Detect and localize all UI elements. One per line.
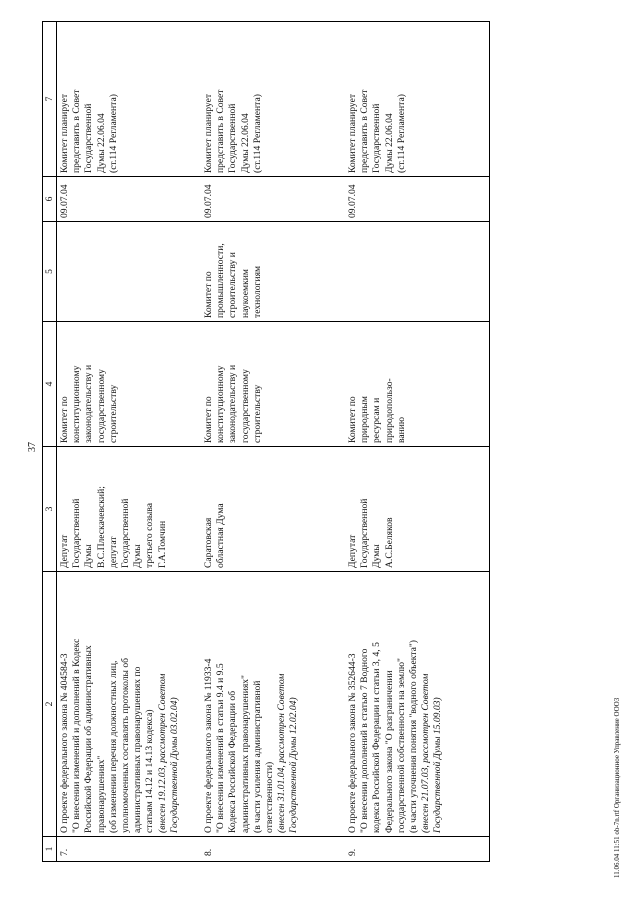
bill-author-line: Депутат — [347, 534, 358, 568]
footer-stamp: 11.06.04 11:51 ob-7n.rtf Организационное Управление ООО3 — [613, 697, 621, 878]
bill-title-line: кодекса Российской Федерации и статьи 3, 4, 5 — [371, 642, 383, 833]
deadline-date-cell: 09.07.04 — [57, 177, 202, 222]
co-committee-line: технологиям — [251, 265, 263, 318]
bill-author-line: Думы — [132, 544, 144, 568]
row-number-cell: 7. — [57, 837, 202, 862]
co-committee-cell — [57, 222, 202, 322]
responsible-committee-line: Комитет по — [347, 396, 358, 443]
note-line: Думы 22.06.04 — [383, 113, 395, 173]
header-row — [43, 22, 57, 862]
bill-author-line: А.С.Беляков — [383, 517, 395, 568]
responsible-committee-line: конституционному — [71, 365, 83, 443]
note-line: (ст.114 Регламента) — [395, 94, 407, 173]
bill-title-line: административных правонарушениях" — [239, 675, 251, 833]
column-header: 4 — [43, 322, 57, 447]
note-line: Государственной — [227, 103, 239, 173]
responsible-committee-line: конституционному — [215, 365, 227, 443]
bill-title-line: уполномоченных составлять протоколы об — [120, 657, 132, 833]
bill-title-line: (об изменении перечня должностных лиц, — [107, 660, 119, 833]
note-line: Комитет планирует — [347, 93, 358, 173]
bill-title-line: Федерального закона "О разграничении — [383, 670, 395, 833]
note-line: (ст.114 Регламента) — [251, 94, 263, 173]
note-line: представить в Совет — [359, 89, 371, 173]
note-line: Думы 22.06.04 — [239, 113, 251, 173]
bill-title-line: правонарушениях" — [95, 755, 107, 833]
responsible-committee-line: государственному — [239, 369, 251, 443]
responsible-committee-line: природопользо- — [383, 378, 395, 443]
note-line: представить в Совет — [71, 89, 83, 173]
bill-author-line: депутат — [107, 536, 119, 568]
column-header: 2 — [43, 572, 57, 837]
responsible-committee-line: Комитет по — [203, 396, 214, 443]
bill-author-line: третьего созыва — [144, 502, 156, 568]
bill-title-line: "О внесении изменений и дополнений в Кодекс — [71, 638, 83, 833]
co-committee-cell — [201, 222, 345, 322]
bill-title-line: Кодекса Российской Федерации об — [227, 690, 239, 833]
bill-author-cell — [57, 447, 202, 572]
co-committee-cell — [345, 222, 490, 322]
column-header: 6 — [43, 177, 57, 222]
column-header: 5 — [43, 222, 57, 322]
bill-title-line: (в части усиления административной — [251, 680, 263, 833]
bill-title-line: О проекте федерального закона № 404584-3 — [59, 653, 70, 833]
responsible-committee-line: строительству — [107, 384, 119, 443]
bill-title-line: (в части уточнения понятия "водного объекта") — [408, 640, 420, 833]
bill-title-line: статьям 14.12 и 14.13 кодекса) — [144, 709, 156, 833]
deadline-date-cell: 09.07.04 — [345, 177, 490, 222]
bill-title-line: О проекте федерального закона № 11933-4 — [203, 658, 214, 833]
responsible-committee-line: законодательству и — [227, 364, 239, 443]
bill-title-cell — [57, 572, 202, 837]
bill-author-line: Государственной — [71, 498, 83, 568]
note-line: Государственной — [371, 103, 383, 173]
note-line: Комитет планирует — [203, 93, 214, 173]
bill-status-line: (внесен 31.01.04, рассмотрен Советом — [276, 673, 288, 833]
bill-title-line: "О внесении дополнений в статью 7 Водного — [359, 648, 371, 833]
responsible-committee-line: Комитет по — [59, 396, 70, 443]
responsible-committee-line: государственному — [95, 369, 107, 443]
bill-author-line: Думы — [83, 544, 95, 568]
responsible-committee-line: природным — [359, 396, 371, 443]
bill-status-line: Государственной Думы 03.02.04) — [168, 697, 180, 833]
responsible-committee-line: ванию — [395, 416, 407, 443]
table-row — [201, 22, 345, 862]
bill-author-line: Г.А.Томчин — [156, 520, 168, 568]
bill-author-line: областная Дума — [215, 503, 227, 568]
column-header: 7 — [43, 22, 57, 177]
bill-title-cell — [345, 572, 490, 837]
bill-author-cell — [201, 447, 345, 572]
responsible-committee-cell — [201, 322, 345, 447]
bill-status-line: (внесен 19.12.03, рассмотрен Советом — [156, 673, 168, 833]
bill-title-line: О проекте федерального закона № 352644-3 — [347, 653, 358, 833]
responsible-committee-line: законодательству и — [83, 364, 95, 443]
note-line: Комитет планирует — [59, 93, 70, 173]
bills-table — [42, 21, 490, 862]
responsible-committee-line: строительству — [251, 384, 263, 443]
bill-author-line: Государственной — [359, 498, 371, 568]
deadline-date-cell: 09.07.04 — [201, 177, 345, 222]
bill-title-line: Российской Федерации об административных — [83, 645, 95, 833]
responsible-committee-cell — [345, 322, 490, 447]
co-committee-line: Комитет по — [203, 271, 214, 318]
co-committee-line: наукоемким — [239, 269, 251, 318]
responsible-committee-line: ресурсам и — [371, 397, 383, 443]
bill-title-line: государственной собственности на землю" — [395, 658, 407, 833]
note-line: Государственной — [83, 103, 95, 173]
bill-status-line: (внесен 21.07.03, рассмотрен Советом — [420, 673, 432, 833]
bill-title-line: ответственности) — [264, 761, 276, 833]
note-cell — [345, 22, 490, 177]
bill-author-line: Саратовская — [203, 517, 214, 568]
note-line: (ст.114 Регламента) — [107, 94, 119, 173]
note-cell — [201, 22, 345, 177]
bill-author-line: Государственной — [120, 498, 132, 568]
bill-status-line: Государственной Думы 15.09.03) — [432, 697, 444, 833]
note-line: Думы 22.06.04 — [95, 113, 107, 173]
co-committee-line: строительству и — [227, 252, 239, 318]
column-header: 3 — [43, 447, 57, 572]
bill-title-line: "О внесении изменений в статьи 9.4 и 9.5 — [215, 663, 227, 833]
co-committee-line: промышленности, — [215, 243, 227, 318]
bill-title-cell — [201, 572, 345, 837]
row-number-cell: 9. — [345, 837, 490, 862]
column-header: 1 — [43, 837, 57, 862]
rotated-table-container — [42, 22, 592, 862]
responsible-committee-cell — [57, 322, 202, 447]
bill-title-line: административных правонарушениях по — [132, 666, 144, 833]
note-line: представить в Совет — [215, 89, 227, 173]
table-row — [57, 22, 202, 862]
bill-status-line: Государственной Думы 12.02.04) — [288, 697, 300, 833]
bill-author-line: Депутат — [59, 534, 70, 568]
table-row — [345, 22, 490, 862]
row-number-cell: 8. — [201, 837, 345, 862]
page-number: 37 — [27, 442, 38, 452]
bill-author-line: Думы — [371, 544, 383, 568]
note-cell — [57, 22, 202, 177]
bill-author-cell — [345, 447, 490, 572]
bill-author-line: В.С.Плескачевский; — [95, 486, 107, 568]
